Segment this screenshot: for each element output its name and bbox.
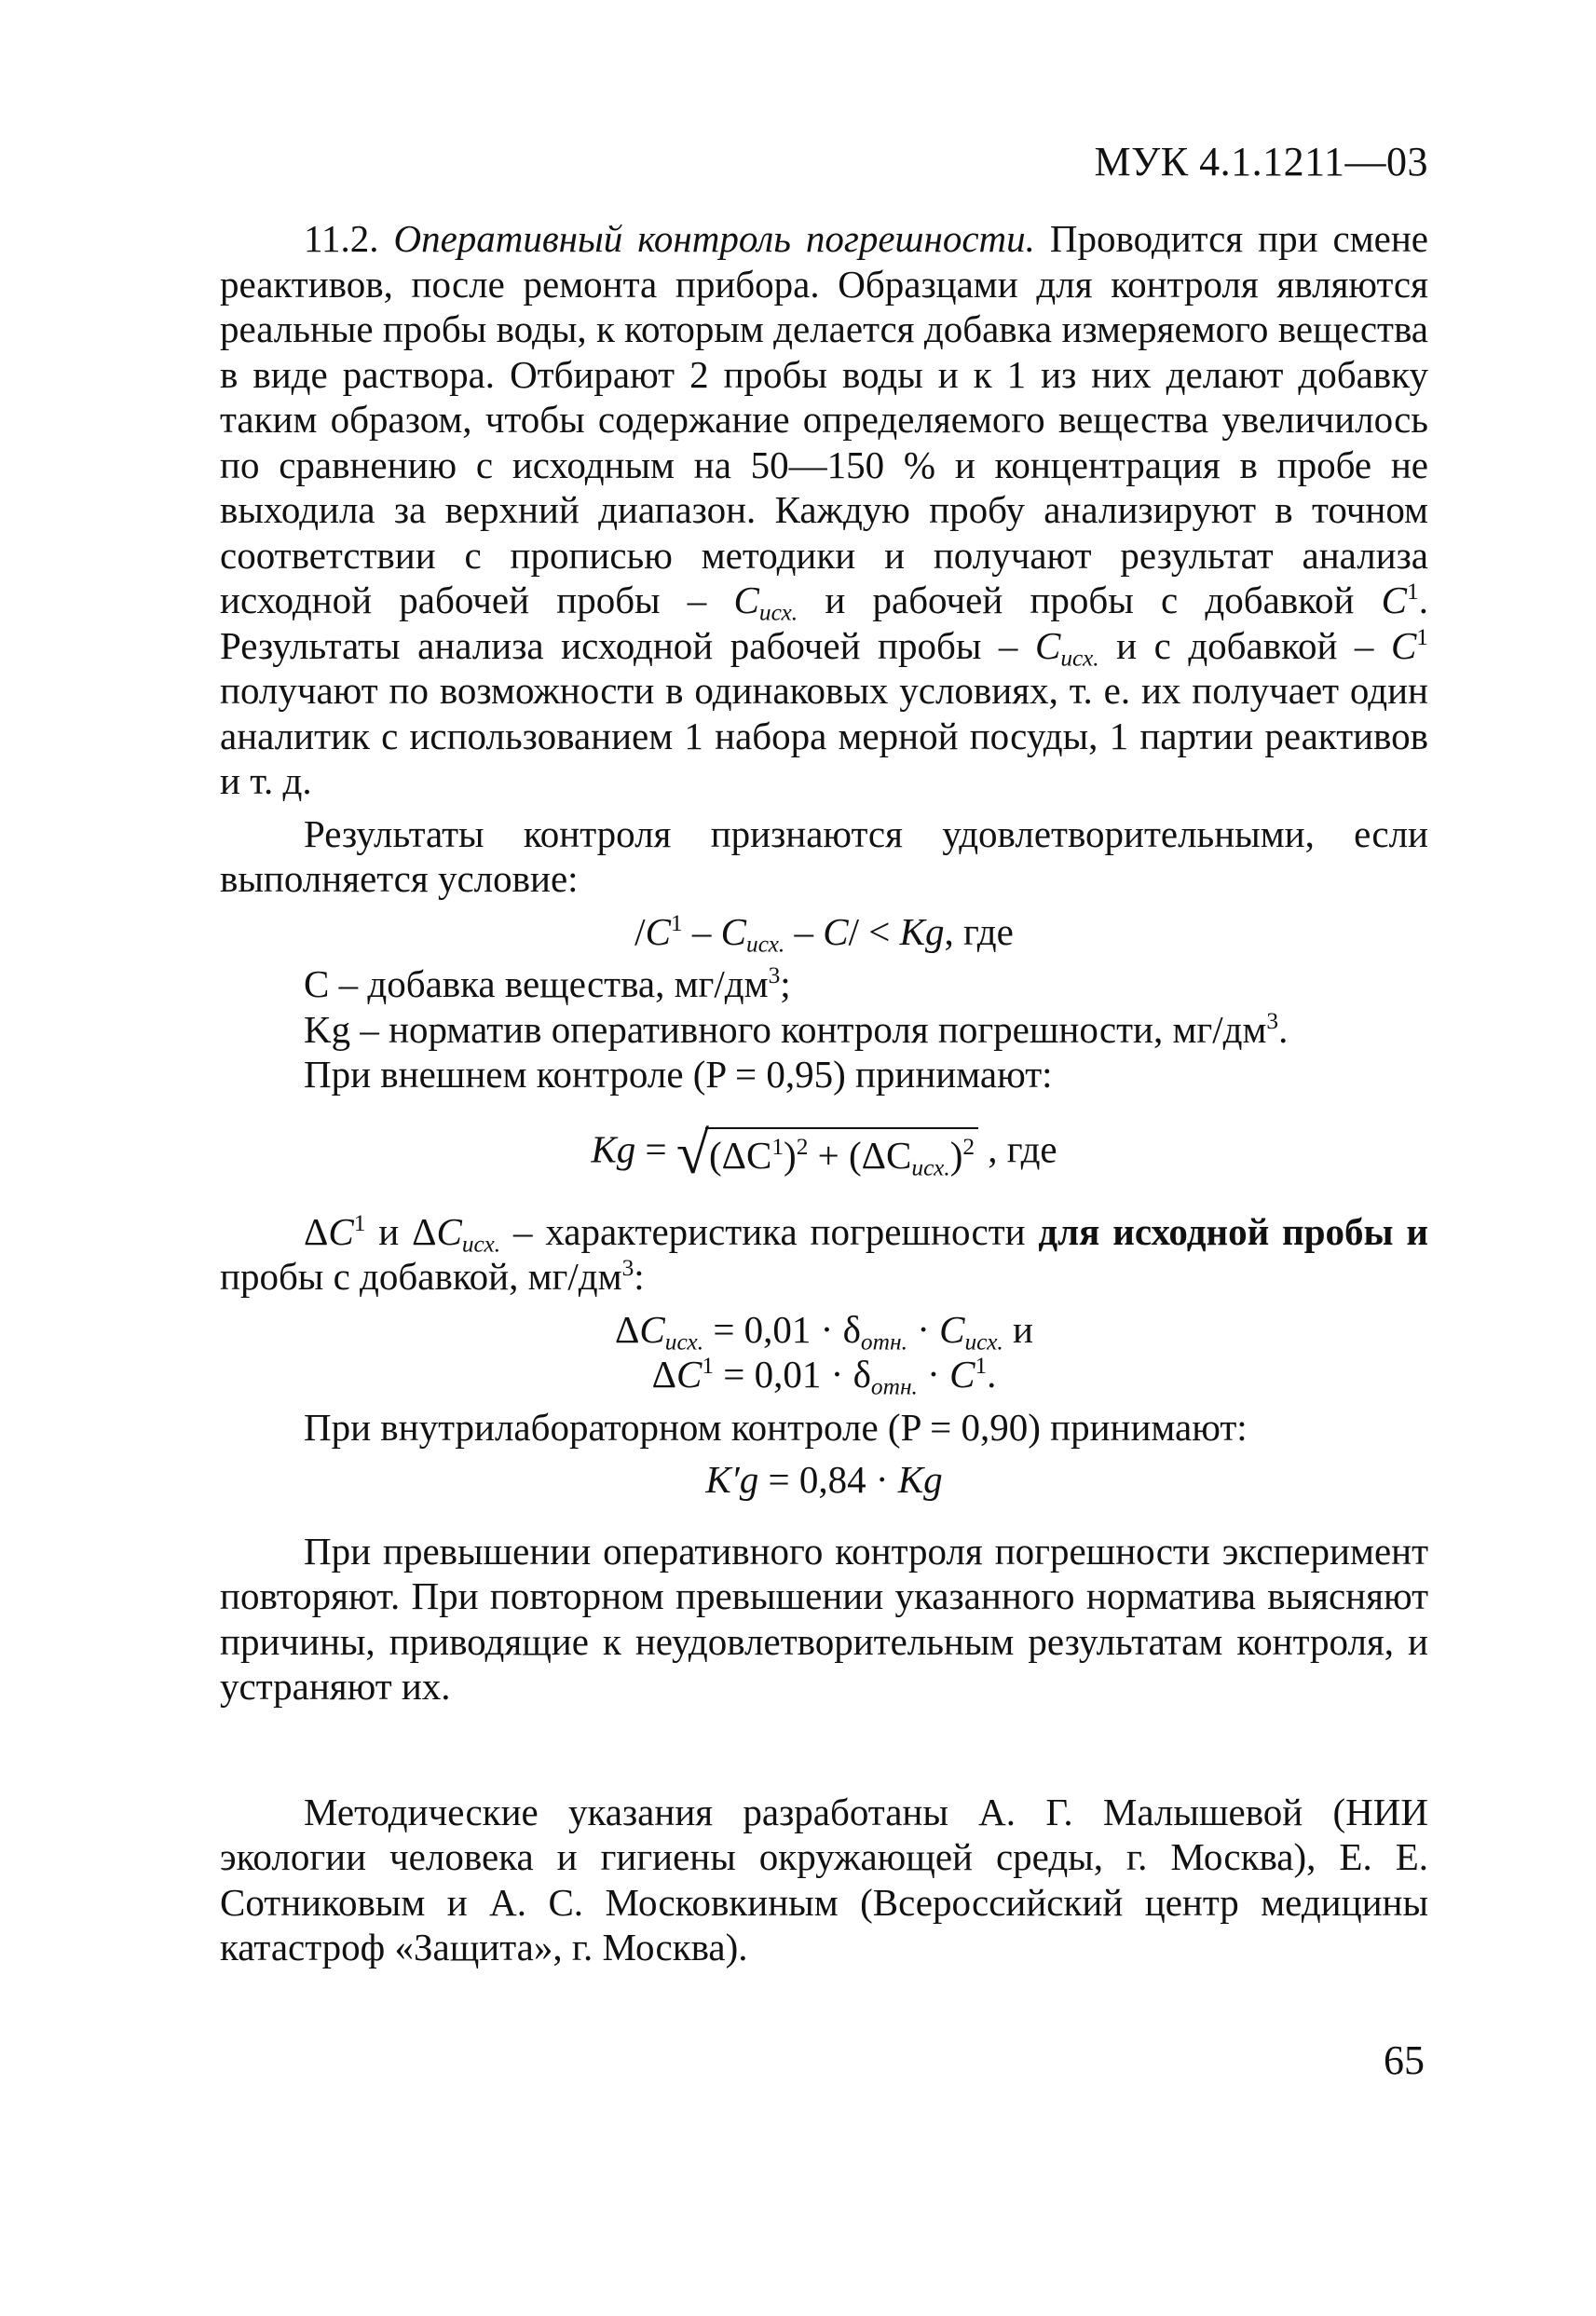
section-paragraph: 11.2. Оперативный контроль погрешности. Проводится при смене реактивов, после ремонта прибора. Образцами для контроля являются реальные пробы воды, к которым делается добавка измеряемого вещества в виде раствора. Отбирают 2 пробы воды и к 1 из них делают добавку таким образом, чтобы содержание определяемого вещества увеличилось по сравнению с исходным на 50—150 % и концентрация в пробе не выходила за верхний диапазон. Каждую пробу анализируют в точном соответствии с прописью методики и получают результат анализа исходной рабочей пробы – $C_{исх.}$ и рабочей пробы с добавкой $C^1$. Результаты анализа исходной рабочей пробы – $C_{исх.}$ и с добавкой – $C^1$ получают по возможности в одинаковых условиях, т. е. их получает один аналитик с использованием 1 набора мерной посуды, 1 партии реактивов и т. д. xyxy=(220,217,1428,802)
internal-control-line: При внутрилабораторном контроле (P = 0,90) принимают: xyxy=(304,1405,1248,1449)
formula-delta-cish: $\Delta C_{исх.} = 0,01 \cdot \delta_{отн.} \cdot C_{исх.}$ и xyxy=(615,1307,1033,1356)
document-body xyxy=(220,216,1428,1970)
error-characteristic-paragraph: $\Delta C^1$ и $\Delta C_{исх.}$ – характеристика погрешности для исходной пробы и пробы с добавкой, $мг/дм^3$: xyxy=(220,1209,1428,1298)
page-number: 65 xyxy=(1384,2037,1425,2083)
definition-c: С – добавка вещества, $мг/дм^3$; xyxy=(304,961,791,1005)
formula-condition: $/C^1 - C_{исх.} - C/ < Kg$, где xyxy=(634,909,1014,958)
formula-delta-c1: $\Delta C^1 = 0,01 \cdot \delta_{отн.} \cdot C^1$. xyxy=(651,1352,997,1400)
section-number: 11.2. xyxy=(304,217,379,260)
condition-paragraph: Результаты контроля признаются удовлетворительными, если выполняется условие: xyxy=(220,811,1428,900)
section-title: Оперативный контроль погрешности. xyxy=(393,217,1035,260)
document-code-header: МУК 4.1.1211—03 xyxy=(1094,139,1428,184)
repeat-paragraph: При превышении оперативного контроля погрешности эксперимент повторяют. При повторном превышении указанного норматива выясняют причины, приводящие к неудовлетворительным результатам контроля, и устраняют их. xyxy=(220,1529,1428,1708)
definition-kg: Kg – норматив оперативного контроля погрешности, $мг/дм^3$. xyxy=(304,1007,1289,1051)
formula-kprime: K′g = 0,84 · Kg xyxy=(705,1458,943,1501)
external-control-line: При внешнем контроле (P = 0,95) принимают: xyxy=(304,1053,1053,1096)
formula-kg-root: $Kg = √(\Delta C^1)^2 + (\Delta C_{исх.})^2$ , где xyxy=(591,1119,1057,1186)
authors-paragraph: Методические указания разработаны А. Г. Малышевой (НИИ экологии человека и гигиены окружающей среды, г. Москва), Е. Е. Сотниковым и А. С. Московкиным (Всероссийский центр медицины катастроф «Защита», г. Москва). xyxy=(220,1790,1428,1969)
square-root-sign: $√(\Delta C^1)^2 + (\Delta C_{исх.})^2$ xyxy=(676,1124,978,1183)
